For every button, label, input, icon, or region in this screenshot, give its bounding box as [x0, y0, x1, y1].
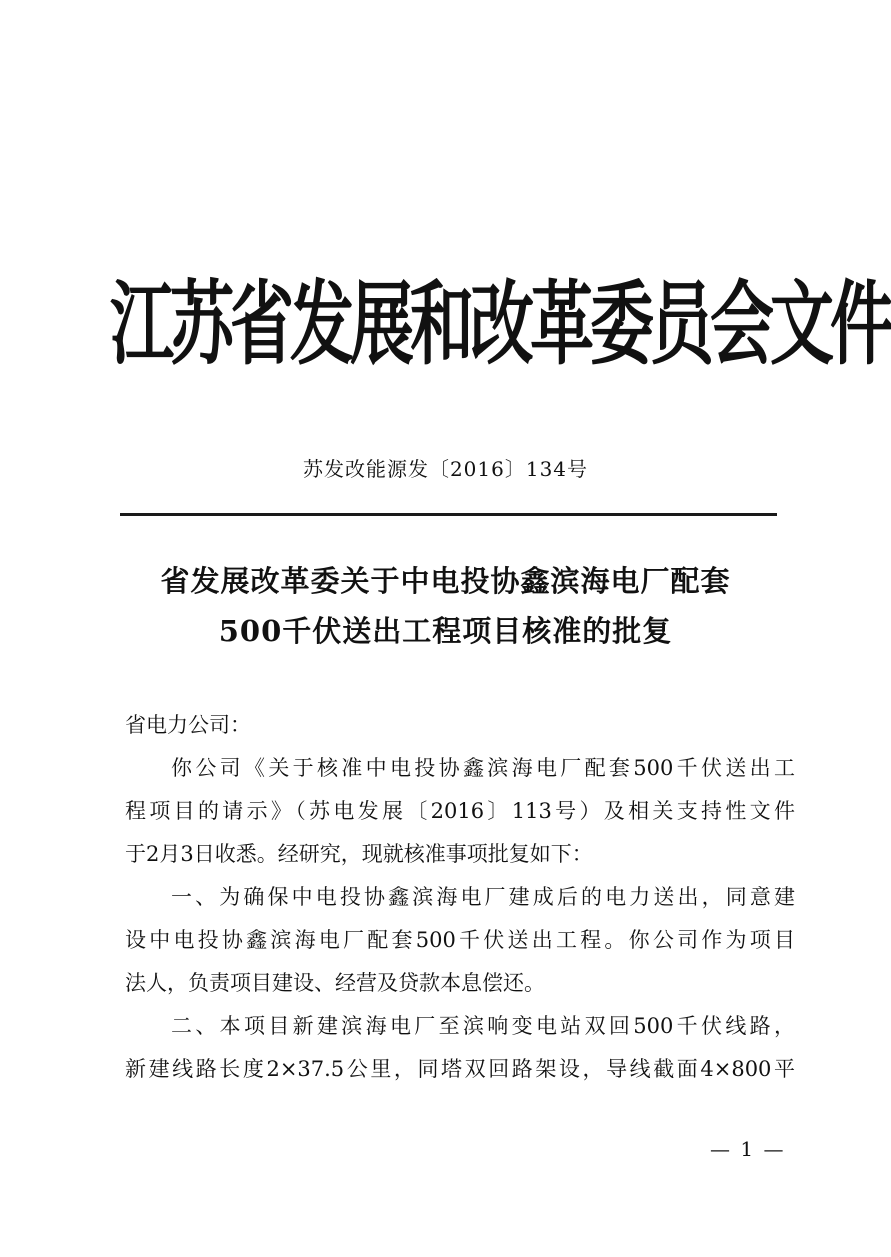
body-line: 二、本项目新建滨海电厂至滨响变电站双回500千伏线路， — [171, 1014, 795, 1038]
page-number: — 1 — — [710, 1137, 786, 1161]
body-line: 程项目的请示》（苏电发展〔2016〕113号）及相关支持性文件 — [125, 799, 795, 823]
title-line-1: 省发展改革委关于中电投协鑫滨海电厂配套 — [160, 564, 731, 598]
body-line: 设中电投协鑫滨海电厂配套500千伏送出工程。你公司作为项目 — [125, 928, 795, 952]
document-number: 苏发改能源发〔2016〕134号 — [302, 457, 589, 481]
document-title — [0, 556, 891, 656]
body-line: 新建线路长度2×37.5公里，同塔双回路架设，导线截面4×800平 — [125, 1057, 795, 1081]
body-line: 法人，负责项目建设、经营及贷款本息偿还。 — [125, 971, 545, 995]
body-line: 你公司《关于核准中电投协鑫滨海电厂配套500千伏送出工 — [171, 756, 795, 780]
body-line: 于2月3日收悉。经研究，现就核准事项批复如下： — [125, 842, 593, 866]
header-divider — [120, 513, 777, 516]
body-line: 一、为确保中电投协鑫滨海电厂建成后的电力送出，同意建 — [171, 885, 795, 909]
salutation: 省电力公司： — [125, 713, 251, 737]
document-masthead: 江苏省发展和改革委员会文件 — [110, 273, 890, 379]
title-line-2: 500千伏送出工程项目核准的批复 — [218, 614, 673, 648]
document-body — [125, 704, 795, 1091]
